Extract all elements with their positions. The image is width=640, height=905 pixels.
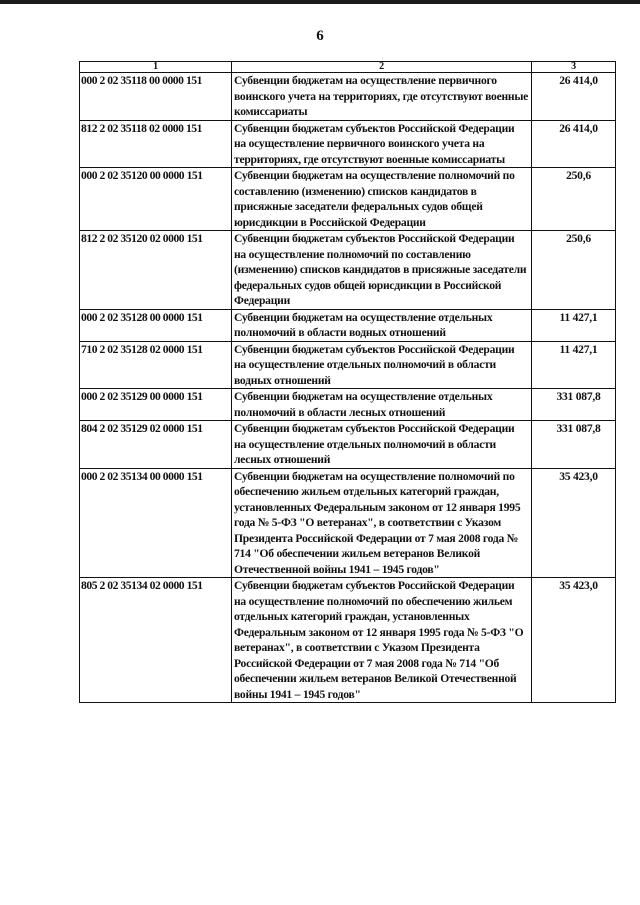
table-header-row (80, 62, 616, 73)
row-amount: 250,6 (532, 231, 616, 310)
table-row (80, 120, 616, 168)
column-header-amount: 3 (532, 62, 616, 73)
table-row (80, 73, 616, 121)
column-header-code: 1 (80, 62, 232, 73)
row-description: Субвенции бюджетам на осуществление отдельных полномочий в области водных отношений (232, 309, 532, 341)
row-code: 812 2 02 35118 02 0000 151 (80, 120, 232, 168)
row-code: 000 2 02 35128 00 0000 151 (80, 309, 232, 341)
row-description: Субвенции бюджетам субъектов Российской Федерации на осуществление отдельных полномочий в области водных отношений (232, 341, 532, 389)
row-amount: 26 414,0 (532, 73, 616, 121)
row-description: Субвенции бюджетам на осуществление отдельных полномочий в области лесных отношений (232, 389, 532, 421)
top-border-line (0, 0, 640, 4)
page-number: 6 (316, 28, 324, 44)
row-code: 804 2 02 35129 02 0000 151 (80, 421, 232, 469)
column-header-description: 2 (232, 62, 532, 73)
row-amount: 331 087,8 (532, 421, 616, 469)
row-description: Субвенции бюджетам субъектов Российской Федерации на осуществление отдельных полномочий в области лесных отношений (232, 421, 532, 469)
row-code: 000 2 02 35120 00 0000 151 (80, 168, 232, 231)
row-code: 000 2 02 35134 00 0000 151 (80, 468, 232, 578)
row-amount: 11 427,1 (532, 341, 616, 389)
row-description: Субвенции бюджетам на осуществление первичного воинского учета на территориях, где отсутствуют военные комиссариаты (232, 73, 532, 121)
table-row (80, 578, 616, 703)
row-amount: 35 423,0 (532, 468, 616, 578)
row-amount: 11 427,1 (532, 309, 616, 341)
row-amount: 250,6 (532, 168, 616, 231)
row-code: 710 2 02 35128 02 0000 151 (80, 341, 232, 389)
row-description: Субвенции бюджетам субъектов Российской Федерации на осуществление первичного воинского учета на территориях, где отсутствуют военные комиссариаты (232, 120, 532, 168)
row-amount: 331 087,8 (532, 389, 616, 421)
table-row (80, 168, 616, 231)
table-row (80, 421, 616, 469)
row-amount: 26 414,0 (532, 120, 616, 168)
table-row (80, 231, 616, 310)
row-description: Субвенции бюджетам субъектов Российской Федерации на осуществление полномочий по составлению (изменению) списков кандидатов в присяжные заседатели федеральных судов общей юрисдикции в Российской Федерации (232, 231, 532, 310)
row-description: Субвенции бюджетам на осуществление полномочий по обеспечению жильем отдельных категорий граждан, установленных Федеральным законом от 12 января 1995 года № 5-ФЗ "О ветеранах", в соответствии с Указом Президента Российской Федерации от 7 мая 2008 года № 714 "Об обеспечении жильем ветеранов Великой Отечественной войны 1941 – 1945 годов" (232, 468, 532, 578)
table-row (80, 341, 616, 389)
row-code: 000 2 02 35118 00 0000 151 (80, 73, 232, 121)
table-row (80, 309, 616, 341)
budget-table (79, 61, 616, 703)
row-code: 000 2 02 35129 00 0000 151 (80, 389, 232, 421)
table-row (80, 468, 616, 578)
row-code: 805 2 02 35134 02 0000 151 (80, 578, 232, 703)
row-description: Субвенции бюджетам на осуществление полномочий по составлению (изменению) списков кандидатов в присяжные заседатели федеральных судов общей юрисдикции в Российской Федерации (232, 168, 532, 231)
row-description: Субвенции бюджетам субъектов Российской Федерации на осуществление полномочий по обеспечению жильем отдельных категорий граждан, установленных Федеральным законом от 12 января 1995 года № 5-ФЗ "О ветеранах", в соответствии с Указом Президента Российской Федерации от 7 мая 2008 года № 714 "Об обеспечении жильем ветеранов Великой Отечественной войны 1941 – 1945 годов" (232, 578, 532, 703)
table-row (80, 389, 616, 421)
row-amount: 35 423,0 (532, 578, 616, 703)
row-code: 812 2 02 35120 02 0000 151 (80, 231, 232, 310)
